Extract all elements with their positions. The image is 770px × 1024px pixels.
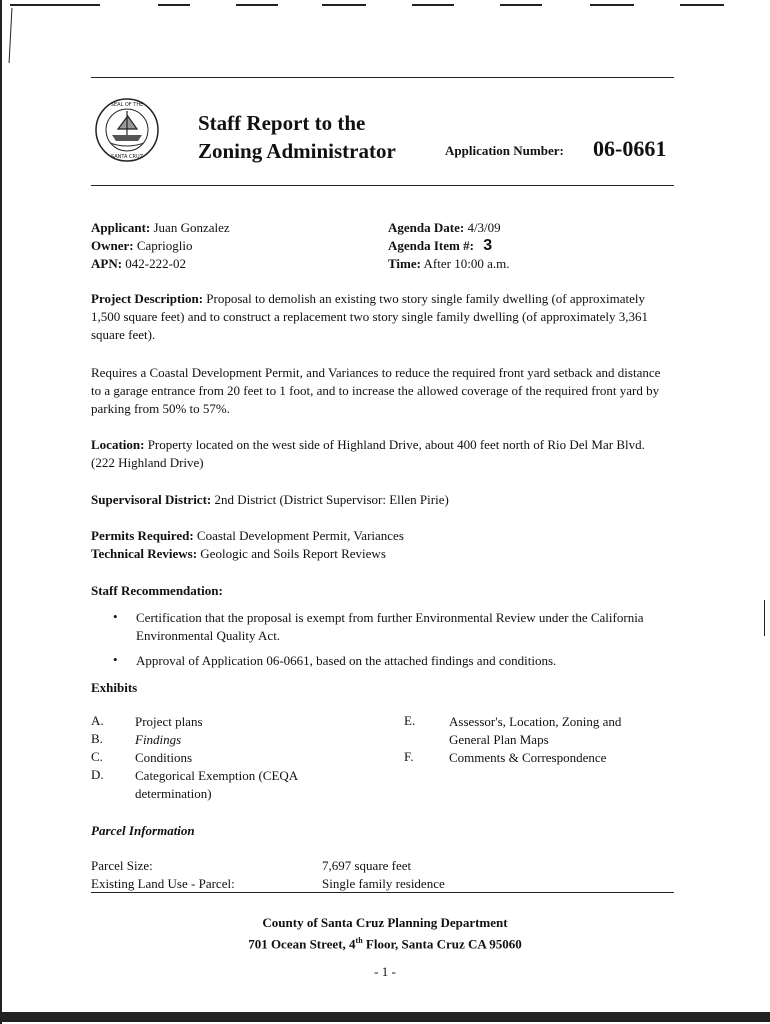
parcel-size-label: Parcel Size: bbox=[91, 858, 153, 873]
parcel-information-heading: Parcel Information bbox=[91, 823, 195, 838]
title-line-1: Staff Report to the bbox=[198, 111, 366, 135]
application-number: 06-0661 bbox=[593, 136, 667, 161]
agenda-item-value: 3 bbox=[483, 237, 493, 254]
scan-dash bbox=[10, 4, 100, 6]
applicant-row bbox=[91, 219, 230, 237]
project-description bbox=[91, 290, 671, 344]
exhibit-letter: C. bbox=[91, 749, 103, 764]
scan-mark bbox=[9, 8, 13, 63]
footer-address-part: 701 Ocean Street, 4 bbox=[248, 936, 356, 952]
land-use-value: Single family residence bbox=[322, 876, 445, 891]
exhibits-heading: Exhibits bbox=[91, 680, 138, 695]
location bbox=[91, 436, 671, 472]
applicant-label: Applicant: bbox=[91, 220, 151, 235]
supervisoral-label: Supervisoral District: bbox=[91, 492, 212, 507]
parcel-size-value: 7,697 square feet bbox=[322, 858, 412, 873]
scan-dash bbox=[322, 4, 366, 6]
agenda-item-row bbox=[388, 237, 492, 255]
exhibit-item: Assessor's, Location, Zoning and General Plan Maps bbox=[449, 714, 622, 747]
applicant-value: Juan Gonzalez bbox=[153, 220, 230, 235]
time-value: After 10:00 a.m. bbox=[423, 256, 510, 271]
exhibit-letter: F. bbox=[404, 749, 414, 764]
scan-mark bbox=[764, 600, 765, 636]
page-number: - 1 - bbox=[374, 964, 396, 979]
svg-text:SEAL OF THE: SEAL OF THE bbox=[110, 102, 144, 108]
agenda-date-label: Agenda Date: bbox=[388, 220, 465, 235]
exhibit-letter: E. bbox=[404, 713, 416, 728]
parcel-rule bbox=[91, 892, 674, 893]
agenda-date-row bbox=[388, 219, 501, 237]
location-label: Location: bbox=[91, 437, 145, 452]
project-description-label: Project Description: bbox=[91, 291, 204, 306]
permits-label: Permits Required: bbox=[91, 528, 194, 543]
technical-reviews bbox=[91, 545, 671, 563]
staff-recommendation-heading: Staff Recommendation: bbox=[91, 583, 223, 598]
project-description-text: Proposal to demolish an existing two story single family dwelling (of approximately 1,500 square feet) and to construct a replacement two story single family dwelling (of approximately 3,361 square feet). bbox=[91, 291, 649, 342]
location-text: Property located on the west side of Highland Drive, about 400 feet north of Rio Del Mar Blvd. (222 Highland Drive) bbox=[91, 437, 645, 470]
exhibit-item: Conditions bbox=[135, 750, 193, 765]
footer-address-sup: th bbox=[355, 936, 363, 945]
permits-text: Coastal Development Permit, Variances bbox=[196, 528, 404, 543]
technical-reviews-text: Geologic and Soils Report Reviews bbox=[200, 546, 386, 561]
exhibit-letter: D. bbox=[91, 767, 104, 782]
county-seal-logo bbox=[94, 97, 160, 163]
owner-row bbox=[91, 237, 192, 255]
bullet-icon: • bbox=[113, 609, 118, 624]
scan-dash bbox=[500, 4, 542, 6]
exhibit-item: Categorical Exemption (CEQA determination) bbox=[135, 768, 298, 801]
exhibit-letter: B. bbox=[91, 731, 103, 746]
header-top-rule bbox=[91, 77, 674, 78]
recommendation-item: Approval of Application 06-0661, based on the attached findings and conditions. bbox=[136, 653, 557, 668]
supervisoral-district bbox=[91, 491, 671, 509]
scan-dash bbox=[590, 4, 634, 6]
agenda-item-label: Agenda Item #: bbox=[388, 238, 474, 253]
exhibit-letter: A. bbox=[91, 713, 104, 728]
agenda-date-value: 4/3/09 bbox=[467, 220, 501, 235]
time-label: Time: bbox=[388, 256, 421, 271]
footer-address bbox=[0, 932, 770, 953]
apn-row bbox=[91, 255, 186, 273]
exhibit-item: Findings bbox=[135, 732, 182, 747]
permits-required bbox=[91, 527, 671, 545]
svg-text:SANTA CRUZ: SANTA CRUZ bbox=[110, 154, 144, 160]
owner-value: Caprioglio bbox=[136, 238, 193, 253]
scan-dash bbox=[236, 4, 278, 6]
scan-left-border bbox=[0, 0, 2, 1024]
scan-dash bbox=[680, 4, 724, 6]
application-number-label: Application Number: bbox=[445, 143, 564, 158]
exhibit-item: Project plans bbox=[135, 714, 203, 729]
scan-bottom-border bbox=[0, 1012, 770, 1022]
scan-dash bbox=[412, 4, 454, 6]
time-row bbox=[388, 255, 509, 273]
title-line-2: Zoning Administrator bbox=[198, 139, 396, 163]
apn-label: APN: bbox=[91, 256, 123, 271]
requires-paragraph: Requires a Coastal Development Permit, and Variances to reduce the required front yard setback and distance to a garage entrance from 20 feet to 1 foot, and to increase the allowed coverage of the required front yard by parking from 50% to 57%. bbox=[91, 365, 661, 416]
header-bottom-rule bbox=[91, 185, 674, 186]
scan-dash bbox=[158, 4, 190, 6]
apn-value: 042-222-02 bbox=[125, 256, 186, 271]
supervisoral-text: 2nd District (District Supervisor: Ellen Pirie) bbox=[214, 492, 449, 507]
owner-label: Owner: bbox=[91, 238, 134, 253]
technical-reviews-label: Technical Reviews: bbox=[91, 546, 198, 561]
bullet-icon: • bbox=[113, 652, 118, 667]
land-use-label: Existing Land Use - Parcel: bbox=[91, 876, 235, 891]
exhibit-item: Comments & Correspondence bbox=[449, 750, 607, 765]
recommendation-item: Certification that the proposal is exempt from further Environmental Review under the California Environmental Quality Act. bbox=[136, 610, 644, 643]
footer-address-part: Floor, Santa Cruz CA 95060 bbox=[362, 936, 522, 952]
footer-department: County of Santa Cruz Planning Department bbox=[262, 915, 508, 930]
